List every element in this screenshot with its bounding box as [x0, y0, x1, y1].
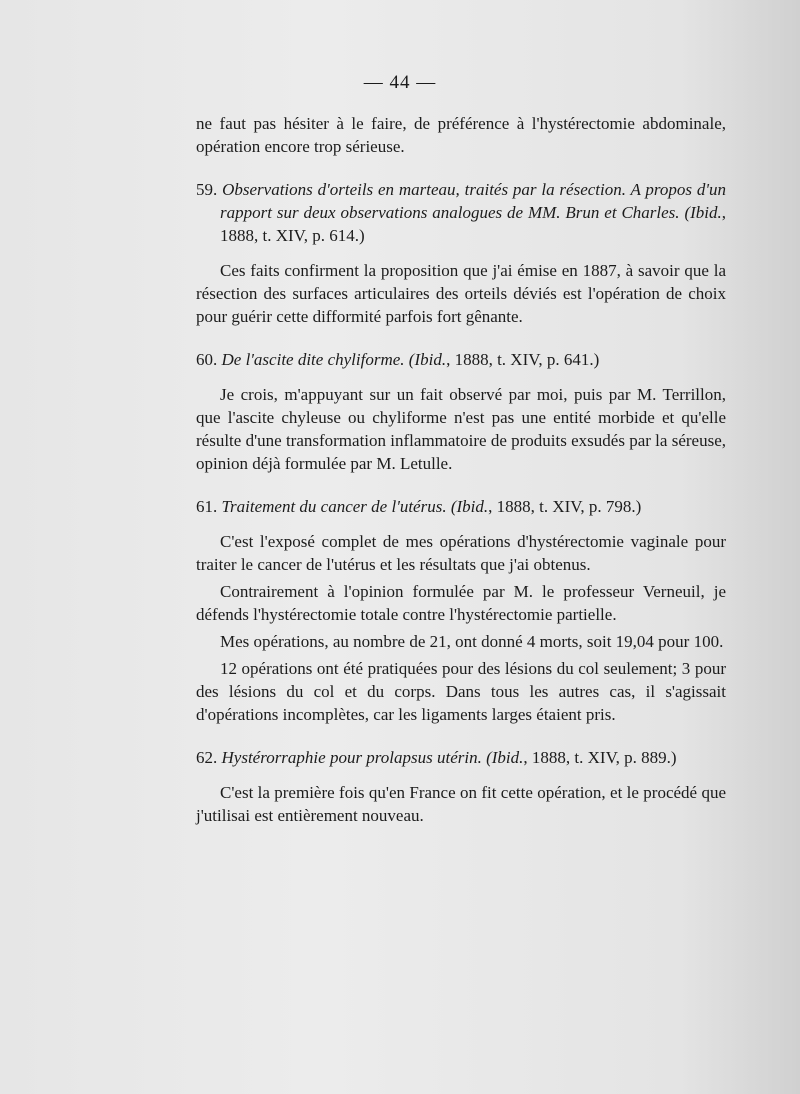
entry-61-heading [196, 495, 726, 518]
entry-61-number: 61. [196, 497, 218, 516]
entry-60-paragraph: Je crois, m'appuyant sur un fait observé par moi, puis par M. Terrillon, que l'ascite chyleuse ou chyliforme n'est pas une entité morbide et qu'elle résulte d'une transformation inflammatoire de produits exsudés par la séreuse, opinion déjà formulée par M. Letulle. [196, 385, 726, 473]
entry-59-title: Observations d'orteils en marteau, traités par la résection. A propos d'un rapport sur deux observations analogues de MM. Brun et Charles. [220, 180, 727, 222]
entry-62-title: Hystérorraphie pour prolapsus utérin. [221, 748, 482, 767]
entry-62-paragraph: C'est la première fois qu'en France on fit cette opération, et le procédé que j'utilisai est entièrement nouveau. [196, 783, 726, 825]
entry-60-title: De l'ascite dite chyliforme. [221, 350, 405, 369]
entry-61-paragraph-3: Mes opérations, au nombre de 21, ont donné 4 morts, soit 19,04 pour 100. [220, 632, 724, 651]
entry-61-paragraph-2: Contrairement à l'opinion formulée par M. le professeur Verneuil, je défends l'hystérectomie totale contre l'hystérectomie partielle. [196, 582, 726, 624]
entry-60-ibid: (Ibid. [408, 350, 447, 369]
entry-60-heading [196, 348, 726, 371]
entry-60-reference: , 1888, t. XIV, p. 641.) [446, 350, 600, 369]
entry-59-heading [196, 178, 726, 247]
entry-59-number: 59. [196, 180, 218, 199]
entry-59-ibid: (Ibid. [684, 203, 722, 222]
entry-61-ibid: (Ibid. [450, 497, 489, 516]
entry-62-number: 62. [196, 748, 218, 767]
page-body [196, 112, 726, 827]
entry-62-ibid: (Ibid. [486, 748, 524, 767]
entry-60-number: 60. [196, 350, 218, 369]
entry-59-reference: , 1888, t. XIV, p. 614.) [220, 203, 727, 245]
entry-61-paragraph-1: C'est l'exposé complet de mes opérations d'hystérectomie vaginale pour traiter le cancer de l'utérus et les résultats que j'ai obtenus. [196, 532, 726, 574]
entry-62-reference: , 1888, t. XIV, p. 889.) [523, 748, 677, 767]
entry-59-paragraph: Ces faits confirment la proposition que j'ai émise en 1887, à savoir que la résection des surfaces articulaires des orteils déviés est l'opération de choix pour guérir cette difformité parfois fort gênante. [196, 261, 726, 326]
page-number: — 44 — [363, 72, 437, 93]
entry-61-reference: , 1888, t. XIV, p. 798.) [488, 497, 642, 516]
entry-62-heading [196, 746, 726, 769]
entry-61-paragraph-4: 12 opérations ont été pratiquées pour des lésions du col seulement; 3 pour des lésions du col et du corps. Dans tous les autres cas, il s'agissait d'opérations incomplètes, car les ligaments larges étaient pris. [196, 659, 726, 724]
paragraph-continuation: ne faut pas hésiter à le faire, de préférence à l'hystérectomie abdominale, opération encore trop sérieuse. [196, 114, 726, 156]
entry-61-title: Traitement du cancer de l'utérus. [221, 497, 447, 516]
